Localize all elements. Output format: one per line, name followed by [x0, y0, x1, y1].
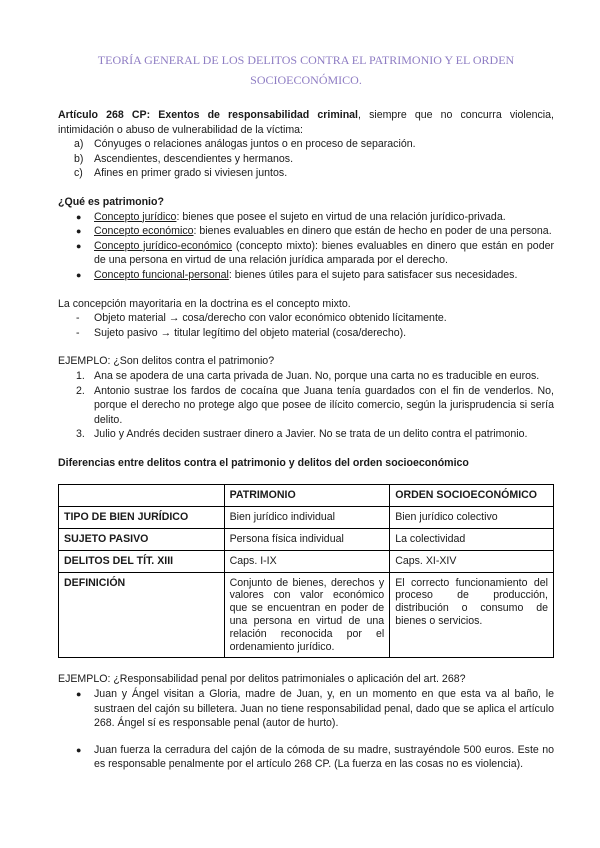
table-row — [59, 529, 554, 551]
list-text: Objeto material → cosa/derecho con valor económico obtenido lícitamente. — [94, 312, 447, 325]
concept-term: Concepto económico — [94, 225, 194, 238]
list-text: Ana se apodera de una carta privada de Juan. No, porque una carta no es traducible en euros. — [94, 369, 540, 382]
table-row — [59, 572, 554, 658]
list-item — [58, 384, 554, 428]
table-row-header: TIPO DE BIEN JURÍDICO — [59, 507, 225, 529]
concept-term: Concepto jurídico — [94, 210, 177, 223]
table-cell: Bien jurídico individual — [224, 507, 390, 529]
title-line-2: SOCIOECONÓMICO. — [250, 73, 362, 87]
list-item — [58, 137, 554, 152]
dash-marker: - — [76, 326, 80, 339]
list-item — [58, 326, 554, 341]
table-cell: Bien jurídico colectivo — [390, 507, 554, 529]
concept-text: : bienes evaluables en dinero que están de hecho en poder de una persona. — [193, 225, 552, 238]
table-cell: Conjunto de bienes, derechos y valores con valor económico que se encuentran en poder de una persona en virtud de una relación reconocida por el ordenamiento jurídico. — [224, 572, 390, 658]
list-text: Sujeto pasivo → titular legítimo del objeto material (cosa/derecho). — [94, 326, 407, 339]
concept-term: Concepto funcional-personal — [94, 268, 229, 281]
title-line-1: TEORÍA GENERAL DE LOS DELITOS CONTRA EL PATRIMONIO Y EL ORDEN — [97, 53, 515, 67]
list-label: 3. — [76, 428, 85, 441]
patrimonio-heading: ¿Qué es patrimonio? — [58, 195, 164, 208]
art268-lead: Artículo 268 CP: Exentos de responsabilidad criminal — [58, 109, 359, 121]
patrimonio-list — [58, 210, 554, 283]
list-item — [58, 369, 554, 384]
concept-text: (concepto mixto): bienes evaluables en dinero que están en poder de una persona en virtud de una relación jurídica amparada por el derecho. — [94, 239, 555, 267]
list-text: Afines en primer grado si viviesen juntos. — [94, 167, 288, 180]
list-item — [58, 268, 554, 283]
art268-list — [58, 137, 554, 181]
table-cell: El correcto funcionamiento del proceso de producción, distribución o consumo de bienes o servicios. — [390, 572, 554, 658]
list-spacer — [58, 731, 554, 743]
list-label: a) — [74, 138, 84, 151]
concepcion-paragraph: La concepción mayoritaria en la doctrina es el concepto mixto. — [58, 297, 351, 310]
list-text: Juan y Ángel visitan a Gloria, madre de Juan, y, en un momento en que esta va al baño, le sustraen del cajón su billetera. Juan no tiene responsabilidad penal, dado que se aplica el artículo 268. Ángel sí es responsable penal (autor de hurto). — [94, 688, 554, 730]
document-page — [58, 50, 554, 772]
dash-marker: - — [76, 312, 80, 325]
table-header-cell: PATRIMONIO — [224, 485, 390, 507]
art268-rest: , siempre que no concurra violencia, intimidación o abuso de vulnerabilidad de la víctima: — [58, 109, 554, 136]
diferencias-heading: Diferencias entre delitos contra el patrimonio y delitos del orden socioeconómico — [58, 456, 469, 469]
list-item — [58, 427, 554, 442]
list-item — [58, 239, 554, 268]
bullet-icon: ● — [76, 689, 82, 700]
list-item — [58, 743, 554, 772]
concept-text: : bienes que posee el sujeto en virtud de una relación jurídico-privada. — [176, 210, 506, 223]
list-item — [58, 152, 554, 167]
art268-paragraph — [58, 108, 554, 137]
table-cell: Persona física individual — [224, 529, 390, 551]
ejemplo1-list — [58, 369, 554, 442]
list-item — [58, 166, 554, 181]
table-cell: Caps. I-IX — [224, 550, 390, 572]
table-cell: Caps. XI-XIV — [390, 550, 554, 572]
concept-term: Concepto jurídico-económico — [94, 239, 233, 252]
list-text: Antonio sustrae los fardos de cocaína que Juana tenía guardados con el fin de venderlos. No, porque el derecho no protege algo que posee de ilícito comercio, según la jurisprudencia si sería delito. — [94, 384, 554, 426]
list-text: Juan fuerza la cerradura del cajón de la cómoda de su madre, sustrayéndole 500 euros. Este no es responsable penalmente por el artículo 268 CP. (La fuerza en las cosas no es violencia). — [94, 743, 554, 771]
bullet-icon: ● — [76, 744, 82, 755]
concepcion-list — [58, 311, 554, 340]
table-header-row — [59, 485, 554, 507]
table-row — [59, 507, 554, 529]
bullet-icon: ● — [76, 269, 82, 280]
document-title — [58, 50, 554, 90]
table-header-cell — [59, 485, 225, 507]
list-text: Julio y Andrés deciden sustraer dinero a Javier. No se trata de un delito contra el patrimonio. — [94, 428, 528, 441]
table-row-header: DELITOS DEL TÍT. XIII — [59, 550, 225, 572]
bullet-icon: ● — [76, 240, 82, 251]
diferencias-table — [58, 484, 554, 658]
list-item — [58, 311, 554, 326]
table-row-header: DEFINICIÓN — [59, 572, 225, 658]
table-row — [59, 550, 554, 572]
list-label: 2. — [76, 384, 85, 397]
list-label: c) — [74, 167, 83, 180]
list-text: Cónyuges o relaciones análogas juntos o en proceso de separación. — [94, 138, 416, 151]
bullet-icon: ● — [76, 226, 82, 237]
table-header-cell: ORDEN SOCIOECONÓMICO — [390, 485, 554, 507]
ejemplo2-list — [58, 687, 554, 772]
list-item — [58, 210, 554, 225]
ejemplo1-heading: EJEMPLO: ¿Son delitos contra el patrimonio? — [58, 355, 275, 368]
list-label: 1. — [76, 369, 85, 382]
list-text: Ascendientes, descendientes y hermanos. — [94, 152, 294, 165]
list-label: b) — [74, 152, 84, 165]
ejemplo2-heading: EJEMPLO: ¿Responsabilidad penal por delitos patrimoniales o aplicación del art. 268? — [58, 673, 466, 686]
concept-text: : bienes útiles para el sujeto para satisfacer sus necesidades. — [228, 268, 518, 281]
table-row-header: SUJETO PASIVO — [59, 529, 225, 551]
list-item — [58, 687, 554, 731]
table-cell: La colectividad — [390, 529, 554, 551]
bullet-icon: ● — [76, 211, 82, 222]
list-item — [58, 224, 554, 239]
